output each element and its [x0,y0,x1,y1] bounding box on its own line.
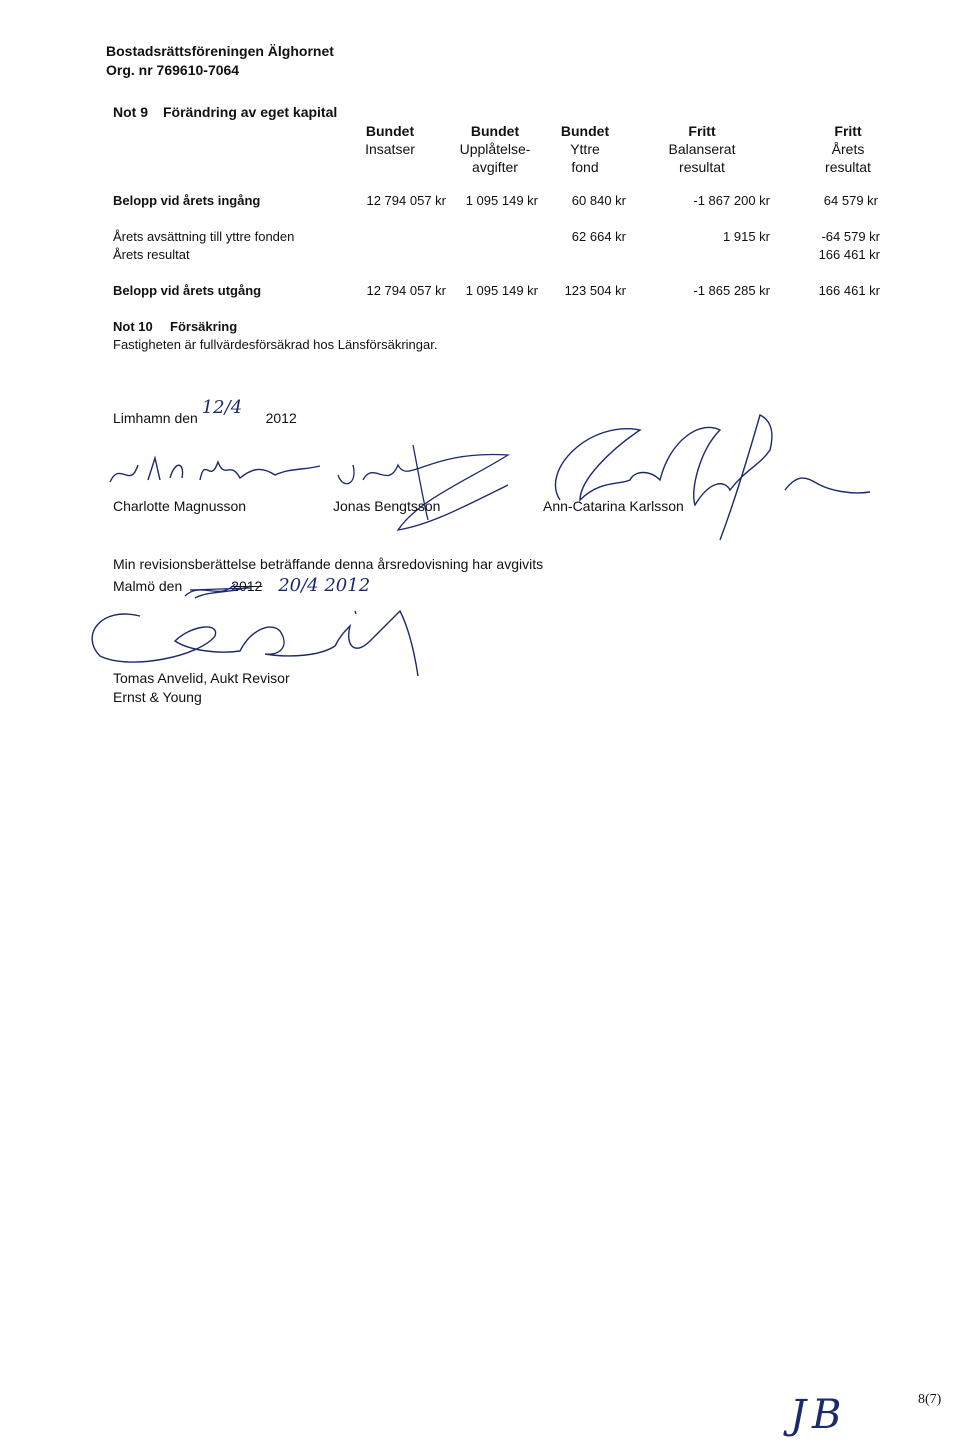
page-number: 8(7) [918,1392,942,1407]
note-9-number: Not 9 [113,104,148,120]
note-9-title: Förändring av eget kapital [163,104,338,120]
signing-year: 2012 [265,410,297,426]
column-header-line: Bundet [365,123,415,139]
signer-name: Ann-Catarina Karlsson [543,498,684,514]
cell-value: 1 095 149 kr [465,193,538,208]
signing-place-date [113,397,297,428]
column-header-line: Insatser [365,141,415,157]
auditor-firm: Ernst & Young [113,689,202,705]
note-9-heading [113,104,337,120]
row-label-allocation-outer-fund: Årets avsättning till yttre fonden [113,229,295,244]
row-label-closing-balance: Belopp vid årets utgång [113,283,262,298]
row-label-annual-result: Årets resultat [113,247,190,262]
cell-value: -64 579 kr [821,229,880,244]
cell-value: 1 095 149 kr [465,283,538,298]
cell-value: 123 504 kr [564,283,626,298]
column-header-line: fond [571,159,599,175]
column-header-balanserat-resultat [642,122,762,176]
note-10-heading [113,319,237,334]
audit-statement: Min revisionsberättelse beträffande denna årsredovisning har avgivits [113,556,544,572]
cell-value: 62 664 kr [571,229,626,244]
column-header-line: Bundet [470,123,520,139]
audit-struck-date: 2012 [231,578,263,594]
audit-handwritten-date: 20/4 2012 [278,575,371,596]
cell-value: 166 461 kr [818,247,880,262]
column-header-line: Fritt [834,123,862,139]
cell-value: -1 867 200 kr [693,193,770,208]
column-header-insatser [330,122,450,158]
column-header-line: resultat [825,159,871,175]
column-header-line: Bundet [560,123,610,139]
organization-number: Org. nr 769610-7064 [106,62,240,78]
signature-charlotte-magnusson [100,440,330,500]
organization-name: Bostadsrättsföreningen Älghornet [106,43,334,59]
cell-value: 166 461 kr [818,283,880,298]
row-label-opening-balance: Belopp vid årets ingång [113,193,261,208]
auditor-name: Tomas Anvelid, Aukt Revisor [113,670,290,686]
note-10-text: Fastigheten är fullvärdesförsäkrad hos Länsförsäkringar. [113,337,438,352]
signer-name: Jonas Bengtsson [333,498,441,514]
note-10-number: Not 10 [113,319,153,334]
column-header-line: avgifter [472,159,518,175]
column-header-arets-resultat [788,122,908,176]
cell-value: 64 579 kr [823,193,878,208]
column-header-yttre-fond [525,122,645,176]
cell-value: 12 794 057 kr [366,283,446,298]
cell-value: 1 915 kr [723,229,770,244]
signing-handwritten-date: 12/4 [201,397,243,418]
column-header-line: resultat [679,159,725,175]
column-header-line: Upplåtelse- [459,141,531,157]
signer-name: Charlotte Magnusson [113,498,247,514]
column-header-line: Balanserat [668,141,736,157]
cell-value: -1 865 285 kr [693,283,770,298]
initials: JB [790,1392,848,1438]
note-10-title: Försäkring [170,319,238,334]
signature-ann-catarina-karlsson [520,410,880,550]
cell-value: 12 794 057 kr [366,193,446,208]
cell-value: 60 840 kr [571,193,626,208]
column-header-line: Fritt [688,123,716,139]
column-header-line: Yttre [570,141,600,157]
column-header-line: Årets [831,141,865,157]
signing-place: Limhamn den [113,410,198,426]
audit-place: Malmö den [113,578,183,594]
signature-jonas-bengtsson [318,430,518,540]
